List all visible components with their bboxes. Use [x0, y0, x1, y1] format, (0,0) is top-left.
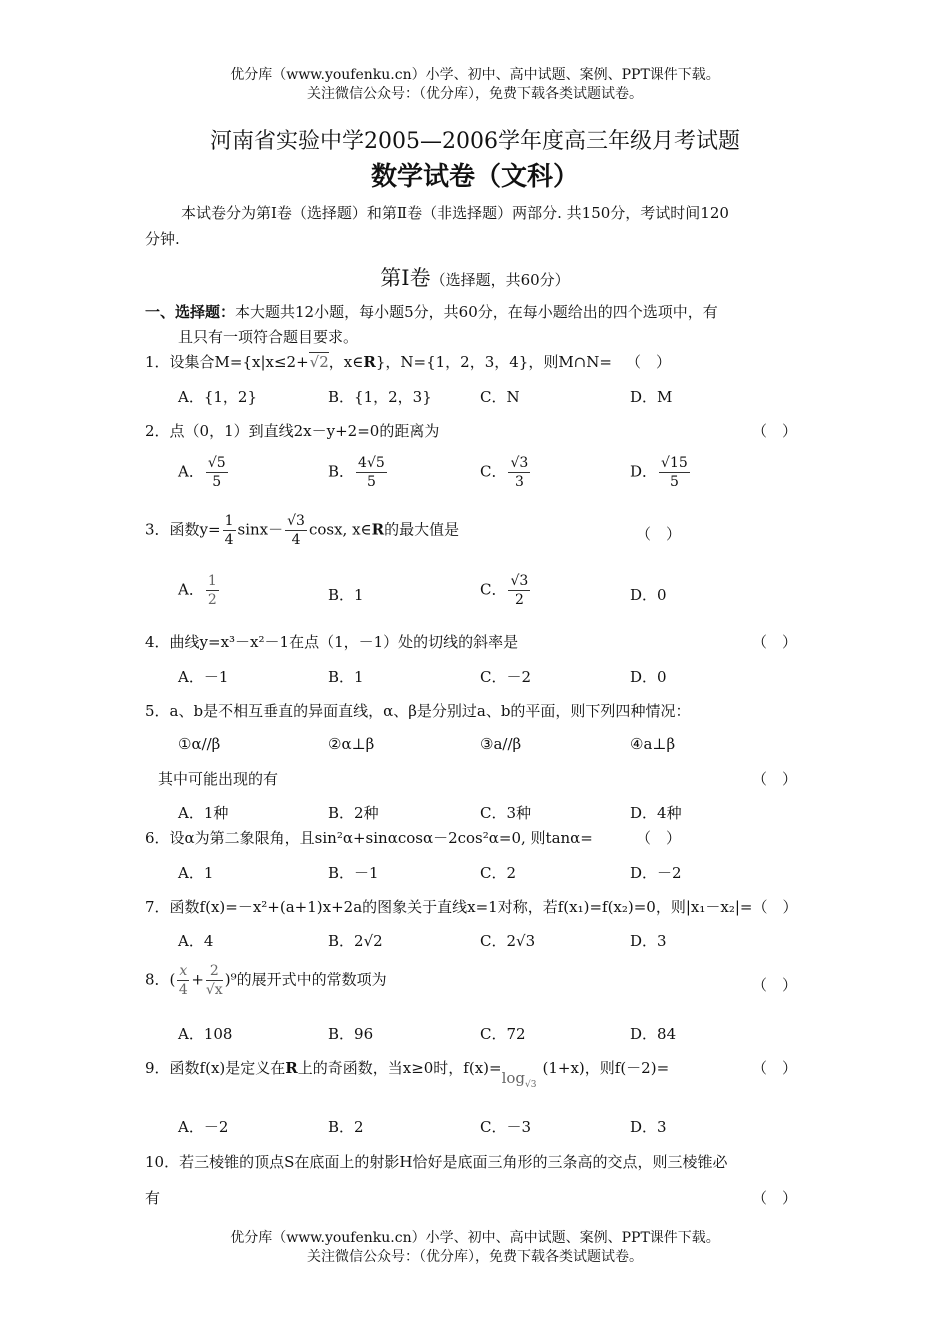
q5-option-c: C．3种: [480, 804, 532, 822]
footer-line-2: 关注微信公众号：（优分库），免费下载各类试题试卷。: [307, 1249, 643, 1265]
question-2: 2．点（0，1）到直线2x－y+2=0的距离为: [145, 422, 440, 440]
q6-option-d: D．－2: [630, 864, 682, 882]
q5-paren: （ ）: [752, 770, 798, 788]
sqrt2: √2: [309, 353, 329, 371]
question-4: 4．曲线y=x³－x²－1在点（1，－1）处的切线的斜率是: [145, 633, 519, 651]
part-name: 第Ⅰ卷: [380, 266, 431, 290]
q1-option-b: B．{1，2，3}: [328, 388, 432, 406]
question-7: 7．函数f(x)=－x²+(a+1)x+2a的图象关于直线x=1对称，若f(x₁)=f(x₂)=0，则|x₁－x₂|=（ ）: [145, 898, 798, 916]
answer-paren: （ ）: [625, 353, 671, 371]
q4-option-c: C．－2: [480, 668, 532, 686]
question-10-line-2: 有: [145, 1189, 161, 1207]
q9-option-c: C．－3: [480, 1118, 532, 1136]
q5-option-b: B．2种: [328, 804, 379, 822]
q9-option-b: B．2: [328, 1118, 364, 1136]
q6-paren: （ ）: [636, 829, 682, 847]
q2-option-c: C． $\frac{√3}{3}$: [480, 455, 529, 490]
q8-option-c: C．72: [480, 1025, 526, 1043]
q6-option-b: B．－1: [328, 864, 379, 882]
q5-option-d: D．4种: [630, 804, 682, 822]
section-label: 一、选择题：: [145, 303, 236, 321]
q4-option-a: A．－1: [178, 668, 229, 686]
header-line-1: 优分库（www.youfenku.cn）小学、初中、高中试题、案例、PPT课件下载。: [230, 67, 720, 83]
q3-paren: （ ）: [636, 525, 682, 543]
q5-case-1: ①α//β: [178, 735, 221, 753]
q8-option-b: B．96: [328, 1025, 374, 1043]
footer-line-1: 优分库（www.youfenku.cn）小学、初中、高中试题、案例、PPT课件下载。: [230, 1230, 720, 1246]
question-10-line-1: 10．若三棱锥的顶点S在底面上的射影H恰好是底面三角形的三条高的交点，则三棱锥必: [145, 1153, 728, 1171]
question-3: 3．函数y= $\frac{1}{4}$ sinx－ $\frac{√3}{4}$ cosx, x∈R的最大值是: [145, 513, 460, 548]
q3-option-a: A． $\frac{1}{2}$: [178, 573, 217, 608]
q6-option-c: C．2: [480, 864, 517, 882]
q1-option-d: D．M: [630, 388, 673, 406]
q8-option-a: A．108: [178, 1025, 233, 1043]
header-line-2: 关注微信公众号：（优分库），免费下载各类试题试卷。: [307, 86, 643, 102]
q9-option-a: A．－2: [178, 1118, 229, 1136]
q3-option-b: B．1: [328, 586, 364, 604]
intro-line-1: 本试卷分为第Ⅰ卷（选择题）和第Ⅱ卷（非选择题）两部分. 共150分，考试时间120: [181, 204, 729, 222]
q8-option-d: D．84: [630, 1025, 677, 1043]
exam-title: 河南省实验中学2005—2006学年度高三年级月考试题: [210, 129, 740, 154]
question-1: [145, 351, 671, 372]
q9-paren: （ ）: [752, 1059, 798, 1077]
q1-pre: 1．设集合M={x|x≤2+: [145, 353, 309, 371]
q5-ask: 其中可能出现的有: [158, 770, 279, 788]
q7-option-a: A．4: [178, 932, 214, 950]
q2-option-b: B． $\frac{4√5}{5}$: [328, 455, 385, 490]
q2-paren: （ ）: [752, 422, 798, 440]
section-line-2: 且只有一项符合题目要求。: [178, 328, 359, 346]
section-line-1: [145, 301, 718, 322]
q8-paren: （ ）: [752, 976, 798, 994]
q7-option-c: C．2√3: [480, 932, 536, 950]
q7-option-d: D．3: [630, 932, 667, 950]
q4-option-d: D．0: [630, 668, 667, 686]
q7-option-b: B．2√2: [328, 932, 383, 950]
q2-option-d: D． $\frac{√15}{5}$: [630, 455, 688, 490]
q10-paren: （ ）: [752, 1189, 798, 1207]
question-9: 9．函数f(x)是定义在R上的奇函数，当x≥0时，$f(x)=\log_{√3}(1+x)$，则f(－2)=: [145, 1059, 670, 1090]
question-6: 6．设α为第二象限角，且sin²α+sinαcosα－2cos²α=0, 则tanα=: [145, 829, 593, 847]
q5-case-2: ②α⊥β: [328, 735, 375, 753]
q5-case-4: ④a⊥β: [630, 735, 676, 753]
exam-subtitle: 数学试卷（文科）: [370, 162, 579, 192]
q1-R: R: [363, 353, 376, 371]
q1-option-c: C．N: [480, 388, 520, 406]
part-note: （选择题，共60分）: [430, 271, 570, 289]
q9-option-d: D．3: [630, 1118, 667, 1136]
section-text-1: 本大题共12小题，每小题5分，共60分，在每小题给出的四个选项中，有: [235, 303, 718, 321]
q1-mid: ，x∈: [328, 353, 364, 371]
question-5: 5．a、b是不相互垂直的异面直线，α、β是分别过a、b的平面，则下列四种情况：: [145, 702, 691, 720]
q6-option-a: A．1: [178, 864, 214, 882]
q1-post: }，N={1，2，3，4}，则M∩N=: [375, 353, 612, 371]
q2-option-a: A． $\frac{√5}{5}$: [178, 455, 226, 490]
q5-case-3: ③a//β: [480, 735, 522, 753]
q4-paren: （ ）: [752, 633, 798, 651]
q5-option-a: A．1种: [178, 804, 229, 822]
q3-option-d: D．0: [630, 586, 667, 604]
question-8: 8．( $\frac{x}{4}$ + $\frac{2}{√x}$ )⁹的展开式中的常数项为: [145, 963, 387, 998]
q3-option-c: C． $\frac{√3}{2}$: [480, 573, 529, 608]
q4-option-b: B．1: [328, 668, 364, 686]
intro-line-2: 分钟.: [145, 230, 180, 248]
part-heading: [0, 262, 950, 292]
q1-option-a: A．{1，2}: [178, 388, 258, 406]
